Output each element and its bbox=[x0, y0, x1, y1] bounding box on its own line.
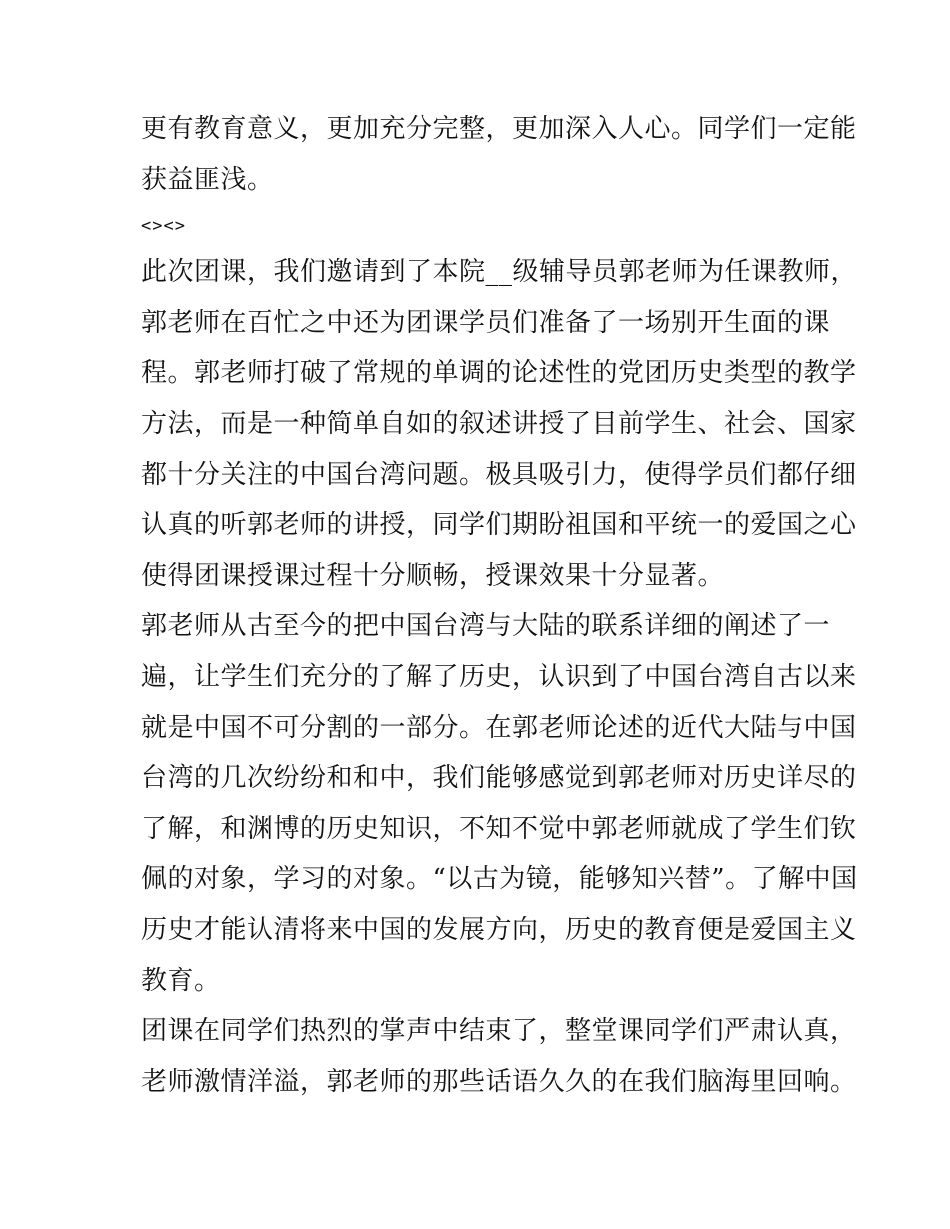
text-line: 教育。 bbox=[141, 965, 221, 996]
text-line: 认真的听郭老师的讲授，同学们期盼祖国和平统一的爱国之心 bbox=[141, 510, 857, 541]
text-line: 了解，和渊博的历史知识，不知不觉中郭老师就成了学生们钦 bbox=[141, 813, 857, 844]
text-line: 更有教育意义，更加充分完整，更加深入人心。同学们一定能 bbox=[141, 114, 857, 144]
text-line: 使得团课授课过程十分顺畅，授课效果十分显著。 bbox=[141, 560, 725, 591]
text-line: 获益匪浅。 bbox=[141, 164, 274, 195]
text-line: 程。郭老师打破了常规的单调的论述性的党团历史类型的教学 bbox=[141, 358, 857, 389]
text-line: 遍，让学生们充分的了解了历史，认识到了中国台湾自古以来 bbox=[141, 661, 857, 692]
text-line: 台湾的几次纷纷和和中，我们能够感觉到郭老师对历史详尽的 bbox=[141, 763, 857, 794]
section-marker: <><> bbox=[141, 216, 186, 237]
text-line: 历史才能认清将来中国的发展方向，历史的教育便是爱国主义 bbox=[141, 914, 857, 945]
text-line: 都十分关注的中国台湾问题。极具吸引力，使得学员们都仔细 bbox=[141, 459, 857, 490]
text-line: 此次团课，我们邀请到了本院__级辅导员郭老师为任课教师， bbox=[141, 257, 858, 288]
text-line: 方法，而是一种简单自如的叙述讲授了目前学生、社会、国家 bbox=[141, 408, 857, 439]
text-line: 佩的对象，学习的对象。“以古为镜，能够知兴替”。了解中国 bbox=[141, 864, 858, 895]
document-body bbox=[141, 104, 858, 1107]
text-line: 老师激情洋溢，郭老师的那些话语久久的在我们脑海里回响。 bbox=[141, 1066, 857, 1097]
text-line: 郭老师从古至今的把中国台湾与大陆的联系详细的阐述了一 bbox=[141, 611, 831, 642]
text-line: 郭老师在百忙之中还为团课学员们准备了一场别开生面的课 bbox=[141, 307, 831, 338]
text-line: 团课在同学们热烈的掌声中结束了，整堂课同学们严肃认真， bbox=[141, 1016, 857, 1047]
text-line: 就是中国不可分割的一部分。在郭老师论述的近代大陆与中国 bbox=[141, 712, 857, 743]
